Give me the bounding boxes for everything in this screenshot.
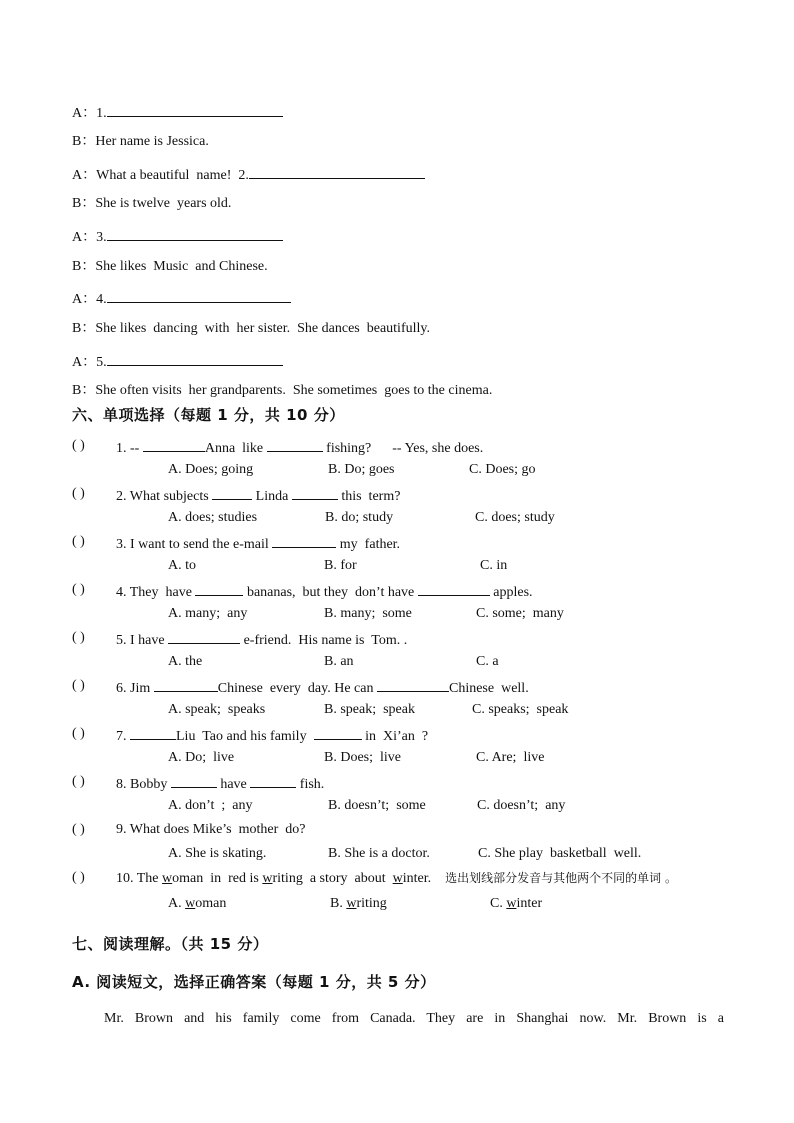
answer-parentheses[interactable]: ( ): [72, 822, 85, 837]
option-c[interactable]: C. doesn’t; any: [477, 798, 566, 813]
question-text: 2. What subjects Linda this term?: [116, 485, 400, 506]
dialogue-line: B：Her name is Jessica.: [72, 134, 209, 149]
option-a[interactable]: A. the: [168, 654, 203, 669]
question-text: 10. The woman in red is writing a story about winter. 选出划线部分发音与其他两个不同的单词 。: [116, 871, 677, 886]
dialogue-line: B：She likes Music and Chinese.: [72, 259, 268, 274]
fill-blank[interactable]: [314, 725, 362, 740]
answer-blank[interactable]: [107, 351, 283, 366]
question-text: 9. What does Mike’s mother do?: [116, 822, 306, 837]
fill-blank[interactable]: [168, 629, 240, 644]
option-a[interactable]: A. woman: [168, 896, 227, 911]
fill-blank[interactable]: [130, 725, 176, 740]
dialogue-line: B：She often visits her grandparents. She sometimes goes to the cinema.: [72, 383, 493, 398]
fill-blank[interactable]: [272, 533, 336, 548]
option-a[interactable]: A. don’t ; any: [168, 798, 253, 813]
option-b[interactable]: B. doesn’t; some: [328, 798, 426, 813]
option-a[interactable]: A. Does; going: [168, 462, 254, 477]
answer-parentheses[interactable]: ( ): [72, 534, 85, 549]
dialogue-line: A：3.: [72, 226, 283, 247]
option-c[interactable]: C. does; study: [475, 510, 555, 525]
answer-blank[interactable]: [249, 164, 425, 179]
fill-blank[interactable]: [250, 773, 296, 788]
option-c[interactable]: C. Are; live: [476, 750, 545, 765]
option-b[interactable]: B. many; some: [324, 606, 412, 621]
fill-blank[interactable]: [267, 437, 323, 452]
question-text: 4. They have bananas, but they don’t have apples.: [116, 581, 533, 602]
fill-blank[interactable]: [171, 773, 217, 788]
fill-blank[interactable]: [292, 485, 338, 500]
dialogue-line: A：5.: [72, 351, 283, 372]
option-b[interactable]: B. She is a doctor.: [328, 846, 430, 861]
answer-parentheses[interactable]: ( ): [72, 582, 85, 597]
option-b[interactable]: B. speak; speak: [324, 702, 415, 717]
option-a[interactable]: A. many; any: [168, 606, 248, 621]
answer-blank[interactable]: [107, 226, 283, 241]
question-instruction: 选出划线部分发音与其他两个不同的单词 。: [445, 871, 677, 885]
answer-parentheses[interactable]: ( ): [72, 870, 85, 885]
question-text: 3. I want to send the e-mail my father.: [116, 533, 400, 554]
dialogue-line: B：She is twelve years old.: [72, 196, 232, 211]
fill-blank[interactable]: [195, 581, 243, 596]
fill-blank[interactable]: [418, 581, 490, 596]
answer-parentheses[interactable]: ( ): [72, 438, 85, 453]
reading-passage: Mr. Brown and his family come from Canada. They are in Shanghai now. Mr. Brown is a: [104, 1011, 724, 1026]
option-c[interactable]: C. She play basketball well.: [478, 846, 642, 861]
question-text: 7. Liu Tao and his family in Xi’an ?: [116, 725, 428, 746]
question-text: 1. -- Anna like fishing? -- Yes, she does.: [116, 437, 483, 458]
option-c[interactable]: C. a: [476, 654, 499, 669]
option-c[interactable]: C. speaks; speak: [472, 702, 569, 717]
section-heading: 六、单项选择（每题 1 分，共 10 分）: [72, 406, 345, 424]
option-b[interactable]: B. Do; goes: [328, 462, 395, 477]
option-b[interactable]: B. for: [324, 558, 357, 573]
subsection-heading: A. 阅读短文，选择正确答案（每题 1 分，共 5 分）: [72, 973, 436, 991]
option-b[interactable]: B. do; study: [325, 510, 394, 525]
question-text: 5. I have e-friend. His name is Tom. .: [116, 629, 407, 650]
option-a[interactable]: A. does; studies: [168, 510, 258, 525]
fill-blank[interactable]: [143, 437, 205, 452]
option-a[interactable]: A. She is skating.: [168, 846, 267, 861]
dialogue-line: A：4.: [72, 288, 291, 309]
option-b[interactable]: B. an: [324, 654, 354, 669]
answer-parentheses[interactable]: ( ): [72, 486, 85, 501]
fill-blank[interactable]: [212, 485, 252, 500]
option-b[interactable]: B. writing: [330, 896, 387, 911]
option-c[interactable]: C. some; many: [476, 606, 564, 621]
answer-parentheses[interactable]: ( ): [72, 774, 85, 789]
fill-blank[interactable]: [154, 677, 218, 692]
dialogue-line: A：What a beautiful name! 2.: [72, 164, 425, 185]
option-c[interactable]: C. Does; go: [469, 462, 536, 477]
option-a[interactable]: A. to: [168, 558, 196, 573]
section-heading: 七、阅读理解。（共 15 分）: [72, 935, 269, 953]
fill-blank[interactable]: [377, 677, 449, 692]
dialogue-line: A：1.: [72, 102, 283, 123]
answer-parentheses[interactable]: ( ): [72, 678, 85, 693]
question-text: 8. Bobby have fish.: [116, 773, 324, 794]
option-b[interactable]: B. Does; live: [324, 750, 401, 765]
option-a[interactable]: A. speak; speaks: [168, 702, 266, 717]
option-c[interactable]: C. in: [480, 558, 508, 573]
question-text: 6. Jim Chinese every day. He can Chinese well.: [116, 677, 529, 698]
answer-parentheses[interactable]: ( ): [72, 630, 85, 645]
answer-blank[interactable]: [107, 288, 291, 303]
answer-parentheses[interactable]: ( ): [72, 726, 85, 741]
option-a[interactable]: A. Do; live: [168, 750, 235, 765]
answer-blank[interactable]: [107, 102, 283, 117]
option-c[interactable]: C. winter: [490, 896, 543, 911]
dialogue-line: B：She likes dancing with her sister. She dances beautifully.: [72, 321, 430, 336]
